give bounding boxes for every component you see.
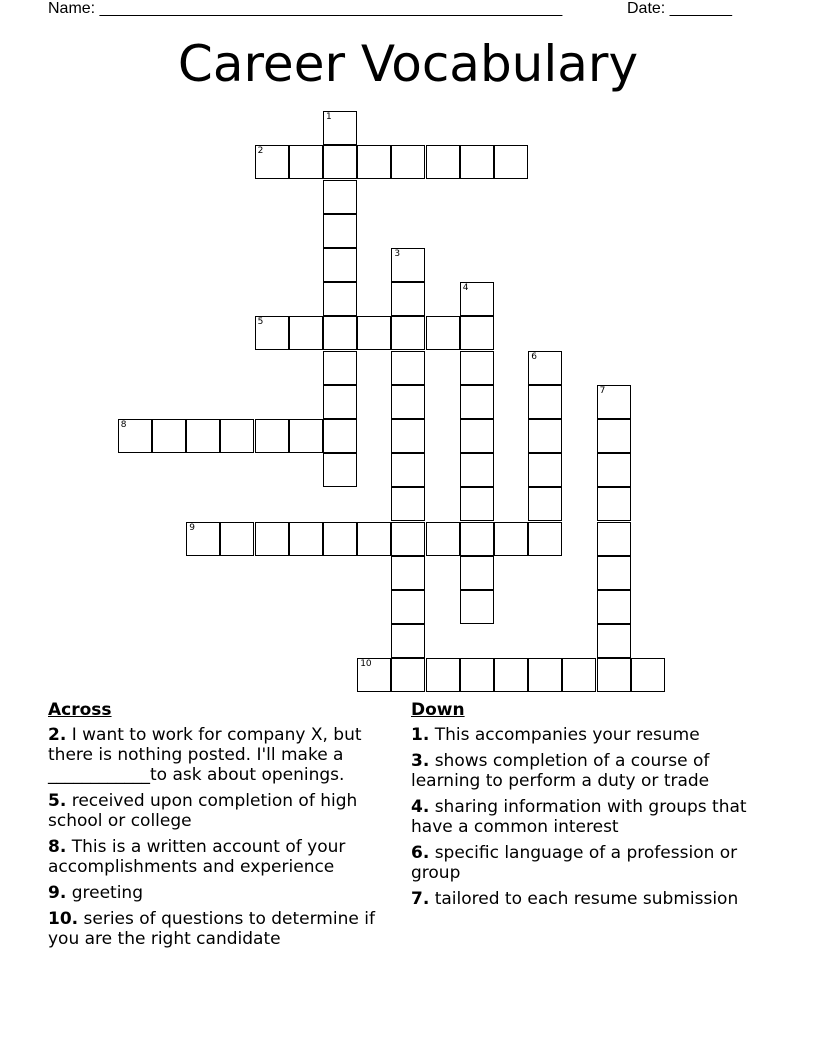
grid-cell[interactable] <box>597 658 631 692</box>
grid-cell[interactable] <box>220 419 254 453</box>
clue-number: 3. <box>411 751 430 771</box>
grid-cell[interactable] <box>528 351 562 385</box>
across-clues <box>48 700 408 955</box>
grid-cell[interactable] <box>391 590 425 624</box>
clue-text: received upon completion of high school or college <box>48 791 358 831</box>
grid-cell[interactable] <box>289 419 323 453</box>
grid-cell[interactable] <box>357 145 391 179</box>
grid-cell[interactable] <box>391 522 425 556</box>
clue-text: tailored to each resume submission <box>434 889 739 909</box>
grid-cell[interactable] <box>391 624 425 658</box>
grid-cell[interactable] <box>528 419 562 453</box>
clue-text: This is a written account of your accomplishments and experience <box>48 837 346 877</box>
grid-cell[interactable] <box>460 590 494 624</box>
grid-cell[interactable] <box>323 522 357 556</box>
clue-number: 2. <box>48 725 67 745</box>
grid-cell[interactable] <box>391 145 425 179</box>
grid-cell[interactable] <box>391 658 425 692</box>
grid-cell[interactable] <box>323 316 357 350</box>
grid-cell[interactable] <box>426 658 460 692</box>
grid-cell[interactable] <box>460 282 494 316</box>
grid-cell[interactable] <box>597 385 631 419</box>
grid-cell[interactable] <box>494 658 528 692</box>
grid-cell[interactable] <box>460 522 494 556</box>
grid-cell[interactable] <box>460 145 494 179</box>
grid-cell[interactable] <box>597 419 631 453</box>
clue-text: sharing information with groups that have a common interest <box>411 797 747 837</box>
grid-cell[interactable] <box>391 316 425 350</box>
grid-cell[interactable] <box>460 316 494 350</box>
down-clues <box>411 700 751 915</box>
clue-text: specific language of a profession or group <box>411 843 738 883</box>
clue-text: This accompanies your resume <box>434 725 700 745</box>
grid-cell[interactable] <box>220 522 254 556</box>
clue-number: 5 <box>257 317 264 328</box>
grid-cell[interactable] <box>528 522 562 556</box>
down-clue <box>411 889 751 909</box>
grid-cell[interactable] <box>426 145 460 179</box>
grid-cell[interactable] <box>597 453 631 487</box>
clue-number: 9 <box>189 522 195 533</box>
grid-cell[interactable] <box>186 522 220 556</box>
grid-cell[interactable] <box>323 145 357 179</box>
grid-cell[interactable] <box>186 419 220 453</box>
grid-cell[interactable] <box>460 351 494 385</box>
down-clue <box>411 725 751 745</box>
grid-cell[interactable] <box>323 351 357 385</box>
clue-number: 10. <box>48 909 79 929</box>
grid-cell[interactable] <box>460 385 494 419</box>
clue-text: greeting <box>71 883 143 903</box>
grid-cell[interactable] <box>426 522 460 556</box>
grid-cell[interactable] <box>597 624 631 658</box>
clue-text: I want to work for company X, but there is nothing posted. I'll make a ____________to ask about openings. <box>48 725 362 785</box>
date-field[interactable]: Date: _______ <box>627 0 732 17</box>
across-clue <box>48 909 408 949</box>
grid-cell[interactable] <box>323 453 357 487</box>
grid-cell[interactable] <box>152 419 186 453</box>
clue-number: 8 <box>120 420 127 430</box>
clue-text: series of questions to determine if you are the right candidate <box>48 909 375 949</box>
clue-number: 4. <box>411 797 430 817</box>
clue-number: 1 <box>326 112 332 123</box>
grid-cell[interactable] <box>391 385 425 419</box>
grid-cell[interactable] <box>255 522 289 556</box>
grid-cell[interactable] <box>494 522 528 556</box>
grid-cell[interactable] <box>460 658 494 692</box>
grid-cell[interactable] <box>460 453 494 487</box>
grid-cell[interactable] <box>597 487 631 521</box>
grid-cell[interactable] <box>357 658 391 692</box>
across-clue <box>48 791 408 831</box>
grid-cell[interactable] <box>562 658 596 692</box>
clue-text: shows completion of a course of learning to perform a duty or trade <box>411 751 710 791</box>
grid-cell[interactable] <box>255 419 289 453</box>
clue-number: 8. <box>48 837 67 857</box>
grid-cell[interactable] <box>426 316 460 350</box>
name-field[interactable]: Name: ____________________________________________________ <box>48 0 563 17</box>
across-clue <box>48 725 408 785</box>
grid-cell[interactable] <box>255 145 289 179</box>
down-clue <box>411 751 751 791</box>
grid-cell[interactable] <box>391 248 425 282</box>
grid-cell[interactable] <box>597 522 631 556</box>
grid-cell[interactable] <box>631 658 665 692</box>
grid-cell[interactable] <box>597 556 631 590</box>
grid-cell[interactable] <box>323 385 357 419</box>
grid-cell[interactable] <box>391 556 425 590</box>
clue-number: 5. <box>48 791 67 811</box>
grid-cell[interactable] <box>391 487 425 521</box>
clue-number: 6 <box>531 351 537 362</box>
across-clue <box>48 837 408 877</box>
grid-cell[interactable] <box>597 590 631 624</box>
grid-cell[interactable] <box>323 248 357 282</box>
grid-cell[interactable] <box>323 111 357 145</box>
clue-number: 7. <box>411 889 430 909</box>
puzzle-title: Career Vocabulary <box>177 35 639 93</box>
grid-cell[interactable] <box>323 180 357 214</box>
clue-number: 4 <box>462 283 469 294</box>
clue-number: 9. <box>48 883 67 903</box>
grid-cell[interactable] <box>460 556 494 590</box>
grid-cell[interactable] <box>528 453 562 487</box>
grid-cell[interactable] <box>528 487 562 521</box>
grid-cell[interactable] <box>255 316 289 350</box>
grid-cell[interactable] <box>494 145 528 179</box>
grid-cell[interactable] <box>391 453 425 487</box>
grid-cell[interactable] <box>289 145 323 179</box>
grid-cell[interactable] <box>528 385 562 419</box>
grid-cell[interactable] <box>391 351 425 385</box>
grid-cell[interactable] <box>323 214 357 248</box>
grid-cell[interactable] <box>289 522 323 556</box>
grid-cell[interactable] <box>323 282 357 316</box>
grid-cell[interactable] <box>528 658 562 692</box>
grid-cell[interactable] <box>357 522 391 556</box>
clue-number: 10 <box>360 659 372 670</box>
grid-cell[interactable] <box>118 419 152 453</box>
grid-cell[interactable] <box>460 487 494 521</box>
down-clue <box>411 797 751 837</box>
grid-cell[interactable] <box>357 316 391 350</box>
down-heading: Down <box>411 700 465 720</box>
clue-number: 7 <box>599 385 606 396</box>
clue-number: 3 <box>394 249 401 259</box>
down-clue <box>411 843 751 883</box>
across-heading: Across <box>48 700 112 720</box>
grid-cell[interactable] <box>391 419 425 453</box>
clue-number: 2 <box>257 146 264 157</box>
clue-number: 1. <box>411 725 430 745</box>
across-clue <box>48 883 408 903</box>
clue-number: 6. <box>411 843 430 863</box>
grid-cell[interactable] <box>460 419 494 453</box>
grid-cell[interactable] <box>289 316 323 350</box>
grid-cell[interactable] <box>323 419 357 453</box>
grid-cell[interactable] <box>391 282 425 316</box>
